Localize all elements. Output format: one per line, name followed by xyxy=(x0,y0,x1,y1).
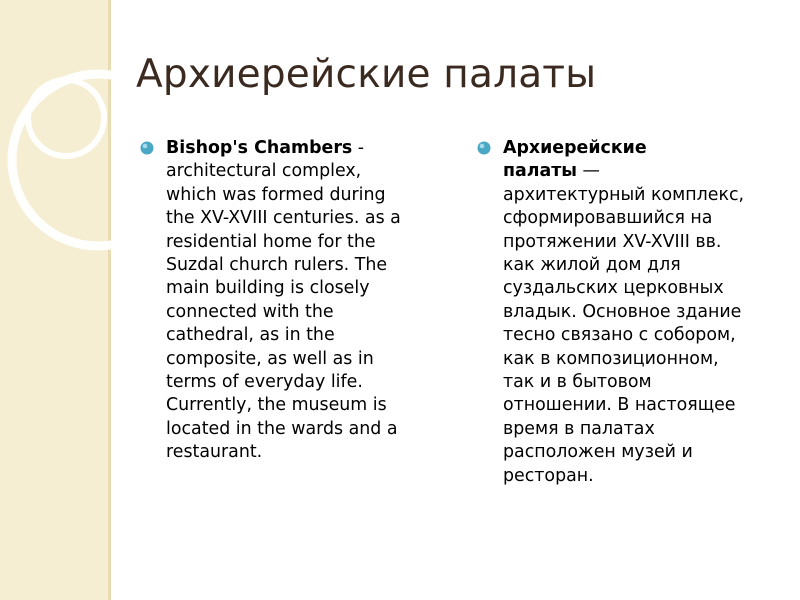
text-line: main building is closely xyxy=(166,278,370,299)
text-line: cathedral, as in the xyxy=(166,325,335,346)
text-line: протяжении XV-XVIII вв. xyxy=(503,231,722,252)
text-line: which was formed during xyxy=(166,184,386,205)
right-column xyxy=(476,137,776,488)
bold-term-russian-line2: палаты xyxy=(503,161,578,182)
text-line: Suzdal church rulers. The xyxy=(166,255,388,276)
text-line: restaurant. xyxy=(166,442,263,463)
text-line: connected with the xyxy=(166,301,334,322)
bold-term-english: Bishop's Chambers xyxy=(166,138,353,158)
text-line: located in the wards and a xyxy=(166,418,398,439)
bullet-russian xyxy=(476,137,776,488)
bullet-icon xyxy=(139,140,155,156)
text-line: архитектурный комплекс, xyxy=(503,184,745,205)
text-line: отношении. В настоящее xyxy=(503,395,736,416)
text-line: the XV-XVIII centuries. as a xyxy=(166,208,401,229)
text-line: сформировавшийся на xyxy=(503,208,713,229)
text-line: как в композиционном, xyxy=(503,348,719,369)
text-line: как жилой дом для xyxy=(503,255,681,276)
text-line: Currently, the museum is xyxy=(166,395,387,416)
dash-separator: - xyxy=(352,138,365,158)
text-line: ресторан. xyxy=(503,465,594,486)
dash-separator: — xyxy=(577,161,600,182)
bold-term-russian-line1: Архиерейские xyxy=(503,138,647,158)
bullet-icon xyxy=(476,140,492,156)
text-line: residential home for the xyxy=(166,231,376,252)
text-line: так и в бытовом xyxy=(503,372,652,393)
text-line: суздальских церковных xyxy=(503,278,724,299)
text-line: время в палатах xyxy=(503,418,655,439)
text-line: расположен музей и xyxy=(503,442,693,463)
left-band-edge-line xyxy=(108,0,111,600)
bullet-english xyxy=(139,137,439,465)
text-line: architectural complex, xyxy=(166,161,362,182)
text-line: terms of everyday life. xyxy=(166,372,363,393)
text-line: владык. Основное здание xyxy=(503,301,742,322)
text-line: тесно связано с собором, xyxy=(503,325,736,346)
left-decorative-band xyxy=(0,0,108,600)
left-column xyxy=(139,137,439,465)
slide-title: Архиерейские палаты xyxy=(136,52,597,97)
text-line: composite, as well as in xyxy=(166,348,374,369)
